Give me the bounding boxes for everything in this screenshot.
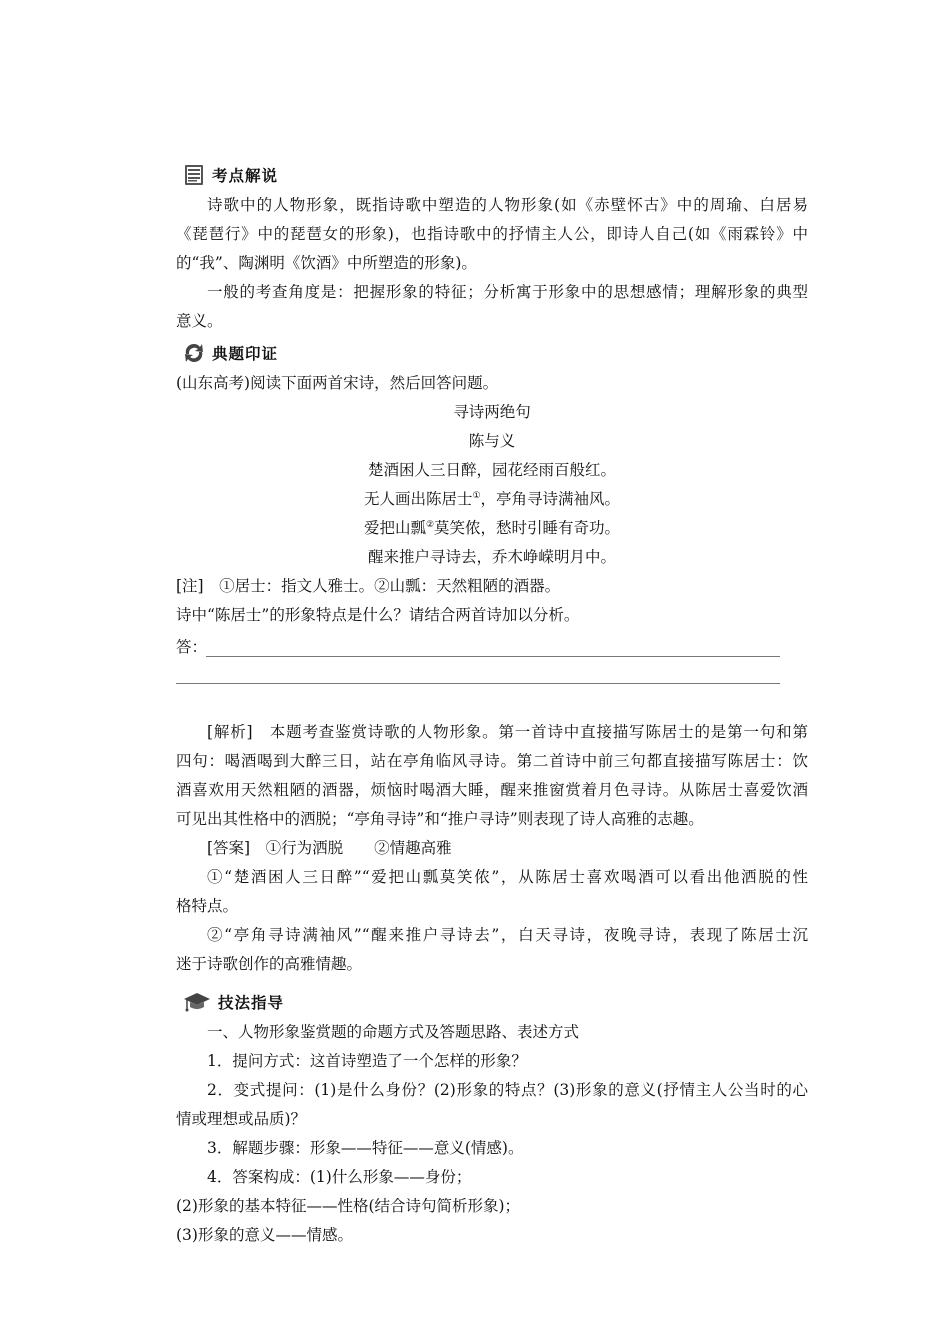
poem-line-part: 无人画出陈居士 [363, 490, 473, 508]
poem-line [176, 485, 808, 514]
text-line: 格特点。 [176, 897, 239, 915]
section-heading-text: 典题印证 [212, 344, 279, 363]
poem-line-part: 莫笑侬，愁时引睡有奇功。 [434, 519, 621, 537]
text-line: 四句：喝酒喝到大醉三日，站在亭角临风寻诗。第二首诗中前三句都直接描写陈居士：饮 [176, 752, 808, 770]
text-line: 情或理想或品质)？ [176, 1110, 307, 1128]
text-line: ②“亭角寻诗满袖风”“醒来推户寻诗去”，白天寻诗，夜晚寻诗，表现了陈居士沉 [207, 926, 808, 944]
footnote-mark: ② [425, 520, 435, 530]
graduation-cap-icon [182, 990, 212, 1014]
analysis-paragraph [176, 718, 808, 834]
text-line: 可见出其性格中的洒脱；“亭角寻诗”和“推户寻诗”则表现了诗人高雅的志趣。 [176, 810, 704, 828]
text-line: 一、人物形象鉴赏题的命题方式及答题思路、表述方式 [207, 1023, 580, 1041]
poem [176, 398, 808, 572]
section-heading-text: 技法指导 [218, 993, 285, 1012]
text-line: 的“我”、陶渊明《饮酒》中所塑造的形象)。 [176, 254, 477, 272]
poem-title: 寻诗两绝句 [453, 403, 531, 421]
poem-line-part: 爱把山瓢 [363, 519, 426, 537]
answer-label: 答： [176, 638, 208, 656]
answer-heading: [答案] ①行为洒脱 ②情趣高雅 [207, 839, 452, 857]
text-line: 2．变式提问：(1)是什么身份？(2)形象的特点？(3)形象的意义(抒情主人公当时的心 [207, 1081, 808, 1099]
answer-point [176, 921, 808, 979]
section-heading-diantiyinzheng [176, 336, 808, 369]
document-content [176, 158, 808, 1250]
text-line: 迷于诗歌创作的高雅情趣。 [176, 955, 363, 973]
answer-line[interactable] [206, 638, 780, 657]
poem-line: 醒来推户寻诗去，乔木峥嵘明月中。 [367, 548, 616, 566]
exam-prompt: (山东高考)阅读下面两首宋诗，然后回答问题。 [176, 374, 499, 392]
guide-list [176, 1018, 808, 1250]
text-line: 诗歌中的人物形象，既指诗歌中塑造的人物形象(如《赤壁怀古》中的周瑜、白居易 [207, 196, 808, 214]
answer-line[interactable] [176, 657, 780, 684]
answer-field[interactable] [176, 630, 808, 657]
question: 诗中“陈居士”的形象特点是什么？请结合两首诗加以分析。 [176, 606, 580, 624]
footnote-mark: ① [472, 491, 481, 501]
text-line: [解析] 本题考查鉴赏诗歌的人物形象。第一首诗中直接描写陈居士的是第一句和第 [207, 723, 808, 741]
section-heading-jifazhidao [176, 985, 808, 1018]
text-line: 一般的考查角度是：把握形象的特征；分析寓于形象中的思想感情；理解形象的典型 [207, 283, 808, 301]
swirl-arrows-icon [182, 341, 206, 365]
poem-line [176, 514, 808, 543]
text-line: 1．提问方式：这首诗塑造了一个怎样的形象？ [207, 1052, 527, 1070]
text-line: (2)形象的基本特征——性格(结合诗句简析形象)； [176, 1197, 521, 1215]
text-line: (3)形象的意义——情感。 [176, 1226, 353, 1244]
poem-author: 陈与义 [468, 432, 516, 450]
answer-point [176, 863, 808, 921]
text-line: 3．解题步骤：形象——特征——意义(情感)。 [207, 1139, 524, 1157]
section-heading-kaodian [176, 158, 808, 191]
spacer [176, 684, 808, 712]
text-line: 《琵琶行》中的琵琶女的形象)，也指诗歌中的抒情主人公，即诗人自己(如《雨霖铃》中 [176, 225, 808, 243]
poem-line-part: ，亭角寻诗满袖风。 [480, 490, 621, 508]
poem-line: 楚酒困人三日醉，园花经雨百般红。 [367, 461, 616, 479]
document-lines-icon [182, 163, 206, 187]
text-line: 4．答案构成：(1)什么形象——身份； [207, 1168, 472, 1186]
text-line: 酒喜欢用天然粗陋的酒器，烦恼时喝酒大睡，醒来推窗赏着月色寻诗。从陈居士喜爱饮酒 [176, 781, 808, 799]
paragraph [176, 278, 808, 336]
poem-note: [注] ①居士：指文人雅士。②山瓢：天然粗陋的酒器。 [176, 577, 561, 595]
text-line: 意义。 [176, 312, 223, 330]
section-heading-text: 考点解说 [212, 166, 279, 185]
text-line: ①“楚酒困人三日醉”“爱把山瓢莫笑侬”，从陈居士喜欢喝酒可以看出他洒脱的性 [207, 868, 808, 886]
paragraph [176, 191, 808, 278]
